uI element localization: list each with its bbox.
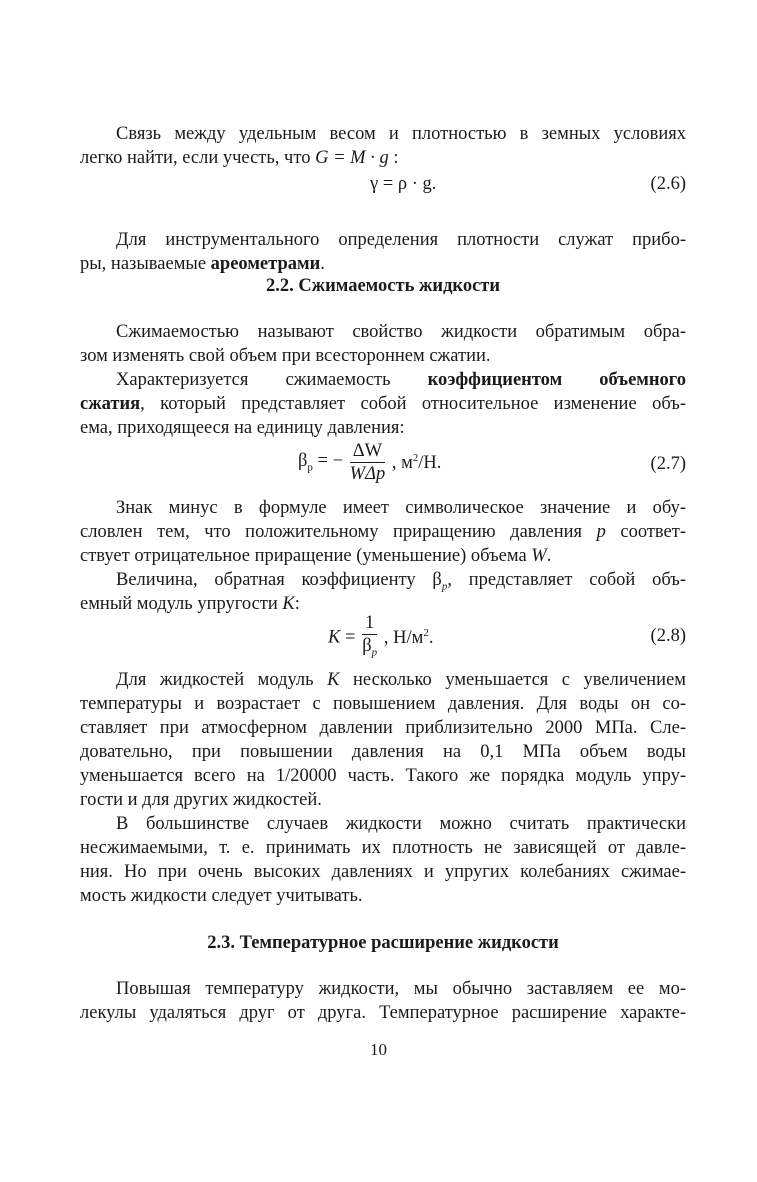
text-line: ема, приходящееся на единицу давления: (80, 418, 405, 438)
text-line: Для жидкостей модуль K несколько уменьшается с увеличением (116, 670, 686, 690)
section-heading-2-2: 2.2. Сжимаемость жидкости (265, 276, 501, 296)
text-line: легко найти, если учесть, что G = M · g : (80, 148, 399, 168)
text-line: Величина, обратная коэффициенту $\beta_p$, представляет собой объ- (116, 570, 687, 593)
equation-2-6 (80, 172, 686, 198)
paragraph-thermal-expansion (80, 977, 686, 1025)
text-line: сжатия, который представляет собой относительное изменение объ- (80, 394, 686, 414)
text-line: Связь между удельным весом и плотностью в земных условиях (116, 124, 686, 144)
text-line: лекулы удаляться друг от друга. Температурное расширение характе- (80, 1003, 686, 1023)
text-line: ния. Но при очень высоких давлениях и упругих колебаниях сжимае- (80, 862, 686, 882)
paragraph-modulus-water (80, 668, 686, 812)
text-line: Повышая температуру жидкости, мы обычно заставляем ее мо- (116, 979, 686, 999)
text-line: ствует отрицательное приращение (уменьшение) объема W. (80, 546, 552, 566)
paragraph-compressibility-definition (80, 320, 686, 368)
text-line: Для инструментального определения плотности служат прибо- (116, 230, 686, 250)
equation-number: (2.7) (650, 454, 686, 474)
text-line: словлен тем, что положительному приращению давления p соответ- (80, 522, 687, 542)
paragraph-bulk-modulus (80, 568, 686, 616)
equation-number: (2.8) (650, 626, 686, 646)
text-line: В большинстве случаев жидкости можно считать практически (116, 814, 686, 834)
text-line: Знак минус в формуле имеет символическое значение и обу- (116, 498, 686, 518)
text-line: Сжимаемостью называют свойство жидкости обратимым обра- (116, 322, 686, 342)
paragraph-minus-sign (80, 496, 686, 568)
text-line: ры, называемые ареометрами. (80, 254, 325, 274)
text-line: довательно, при повышении давления на 0,1 МПа объем воды (80, 742, 686, 762)
equation-body: γ = ρ · g. (370, 174, 437, 194)
text-line: емный модуль упругости K: (80, 594, 300, 614)
text-line: мость жидкости следует учитывать. (80, 886, 363, 906)
paragraph-areometers (80, 228, 686, 276)
inline-formula: G = M · g (315, 148, 389, 168)
equation-body: K = $\frac{1}{\beta_p}$ , $Н/м^2$. (328, 612, 434, 664)
equation-2-7 (80, 440, 686, 488)
text-line: зом изменять свой объем при всестороннем сжатии. (80, 346, 491, 366)
text-line: Характеризуется сжимаемость коэффициентом объемного (116, 370, 686, 390)
text-line: температуры и возрастает с повышением давления. Для воды он со- (80, 694, 686, 714)
text-line: уменьшается всего на 1/20000 часть. Такого же порядка модуль упру- (80, 766, 686, 786)
bold-term: ареометрами (210, 254, 321, 274)
paragraph-incompressible (80, 812, 686, 908)
paragraph-compression-coefficient (80, 368, 686, 440)
equation-2-8 (80, 612, 686, 660)
text-line: ставляет при атмосферном давлении приблизительно 2000 МПа. Сле- (80, 718, 686, 738)
text-line: гости и для других жидкостей. (80, 790, 322, 810)
page-number: 10 (370, 1040, 387, 1059)
paragraph-specific-weight (80, 122, 686, 170)
section-heading-2-3: 2.3. Температурное расширение жидкости (207, 933, 559, 953)
equation-number: (2.6) (650, 174, 686, 194)
fraction: $\frac{1}{\beta_p}$ (362, 613, 378, 659)
bold-term: сжатия (80, 394, 141, 414)
text-line: несжимаемыми, т. е. принимать их плотность не зависящей от давле- (80, 838, 686, 858)
fraction: $\frac{\Delta W}{\text{WΔp}}$ (349, 441, 386, 484)
equation-body: $\beta_р$ = − $\frac{\Delta W}{\text{WΔp}}$ , $м^2/Н$. (298, 441, 442, 484)
